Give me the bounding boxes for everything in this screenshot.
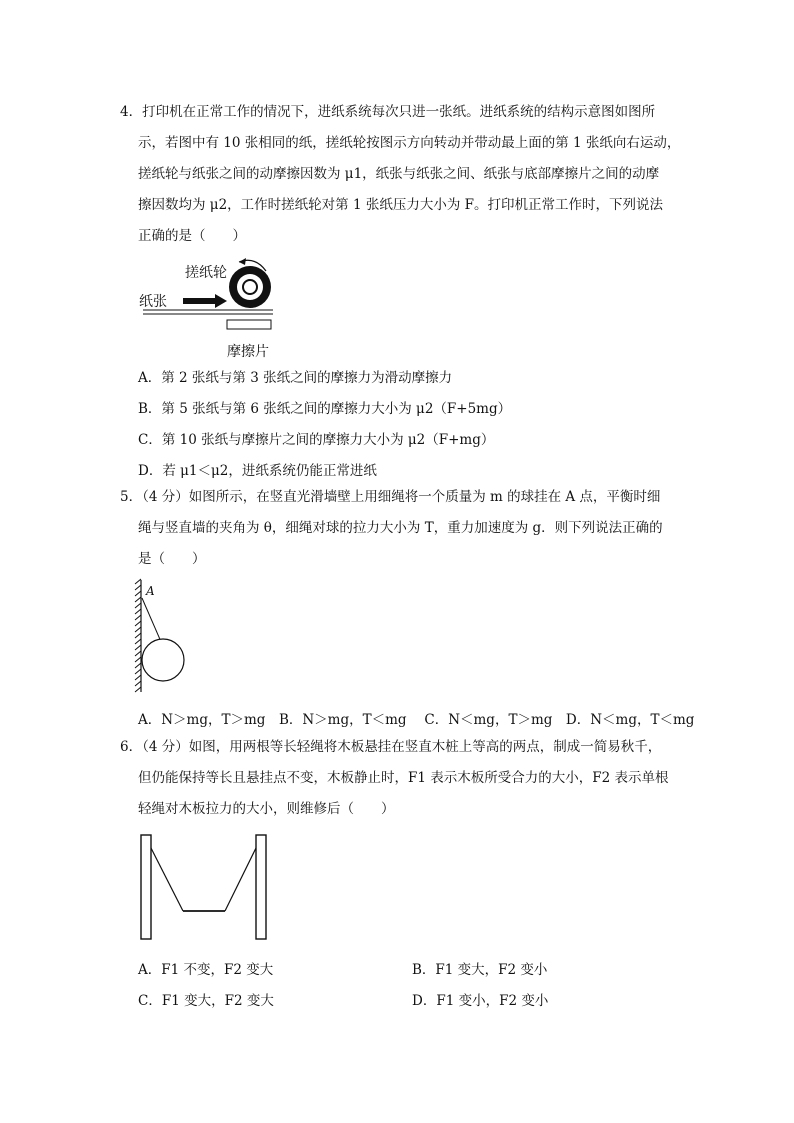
q6-option-b[interactable]: B．F1 变大，F2 变小	[412, 962, 548, 978]
right-rope	[225, 848, 256, 911]
feed-arrow-head	[215, 294, 227, 308]
rotation-arrowhead	[239, 258, 246, 265]
swing-diagram	[138, 832, 274, 942]
q5-line-2: 绳与竖直墙的夹角为 θ，细绳对球的拉力大小为 T，重力加速度为 g．则下列说法正确的	[138, 520, 663, 536]
q6-line-3: 轻绳对木板拉力的大小，则维修后（ ）	[138, 801, 395, 817]
paper-label: 纸张	[139, 294, 167, 310]
q4-option-c[interactable]: C．第 10 张纸与摩擦片之间的摩擦力大小为 μ2（F+mg）	[138, 432, 495, 448]
q5-line-1: 5．（4 分）如图所示，在竖直光滑墙壁上用细绳将一个质量为 m 的球挂在 A 点，平衡时细	[120, 489, 661, 505]
q4-line-5: 正确的是（ ）	[138, 228, 246, 244]
swing-figure	[138, 832, 274, 942]
left-rope	[151, 848, 183, 911]
q4-line-2: 示，若图中有 10 张相同的纸，搓纸轮按图示方向转动并带动最上面的第 1 张纸向右运动，	[138, 135, 681, 151]
left-post	[141, 835, 151, 939]
q6-option-a[interactable]: A．F1 不变，F2 变大	[138, 962, 274, 978]
q4-option-b[interactable]: B．第 5 张纸与第 6 张纸之间的摩擦力大小为 μ2（F+5mg）	[138, 401, 512, 417]
printer-feed-figure	[135, 252, 295, 362]
pad-label: 摩擦片	[227, 344, 269, 360]
q6-option-d[interactable]: D．F1 变小，F2 变小	[412, 993, 549, 1009]
q6-line-2: 但仍能保持等长且悬挂点不变，木板静止时，F1 表示木板所受合力的大小，F2 表示单根	[138, 770, 669, 786]
right-post	[256, 835, 266, 939]
q4-line-1: 4．打印机在正常工作的情况下，进纸系统每次只进一张纸。进纸系统的结构示意图如图所	[120, 104, 656, 120]
q6-line-1: 6．（4 分）如图，用两根等长轻绳将木板悬挂在竖直木桩上等高的两点，制成一简易秋千，	[120, 739, 662, 755]
feed-arrow-shaft	[183, 298, 215, 304]
point-a-label: A	[146, 584, 155, 598]
wall-ball-diagram	[132, 578, 192, 698]
string	[142, 598, 162, 644]
q4-option-a[interactable]: A．第 2 张纸与第 3 张纸之间的摩擦力为滑动摩擦力	[138, 370, 453, 386]
friction-pad	[227, 320, 271, 329]
wall-hatching	[135, 579, 141, 692]
q6-option-c[interactable]: C．F1 变大，F2 变大	[138, 993, 274, 1009]
q4-line-3: 搓纸轮与纸张之间的动摩擦因数为 μ1，纸张与纸张之间、纸张与底部摩擦片之间的动摩	[138, 166, 660, 182]
roller-label: 搓纸轮	[185, 265, 227, 281]
q4-line-4: 擦因数均为 μ2，工作时搓纸轮对第 1 张纸压力大小为 F。打印机正常工作时，下列说法	[138, 197, 663, 213]
q4-option-d[interactable]: D．若 μ1＜μ2，进纸系统仍能正常进纸	[138, 463, 377, 479]
wall-ball-figure	[132, 578, 192, 698]
q5-options[interactable]: A．N＞mg，T＞mg B．N＞mg，T＜mg C．N＜mg，T＞mg D．N＜mg，T＜mg	[138, 712, 695, 728]
ball	[142, 639, 184, 681]
roller-ring	[237, 274, 263, 300]
q5-line-3: 是（ ）	[138, 551, 206, 567]
